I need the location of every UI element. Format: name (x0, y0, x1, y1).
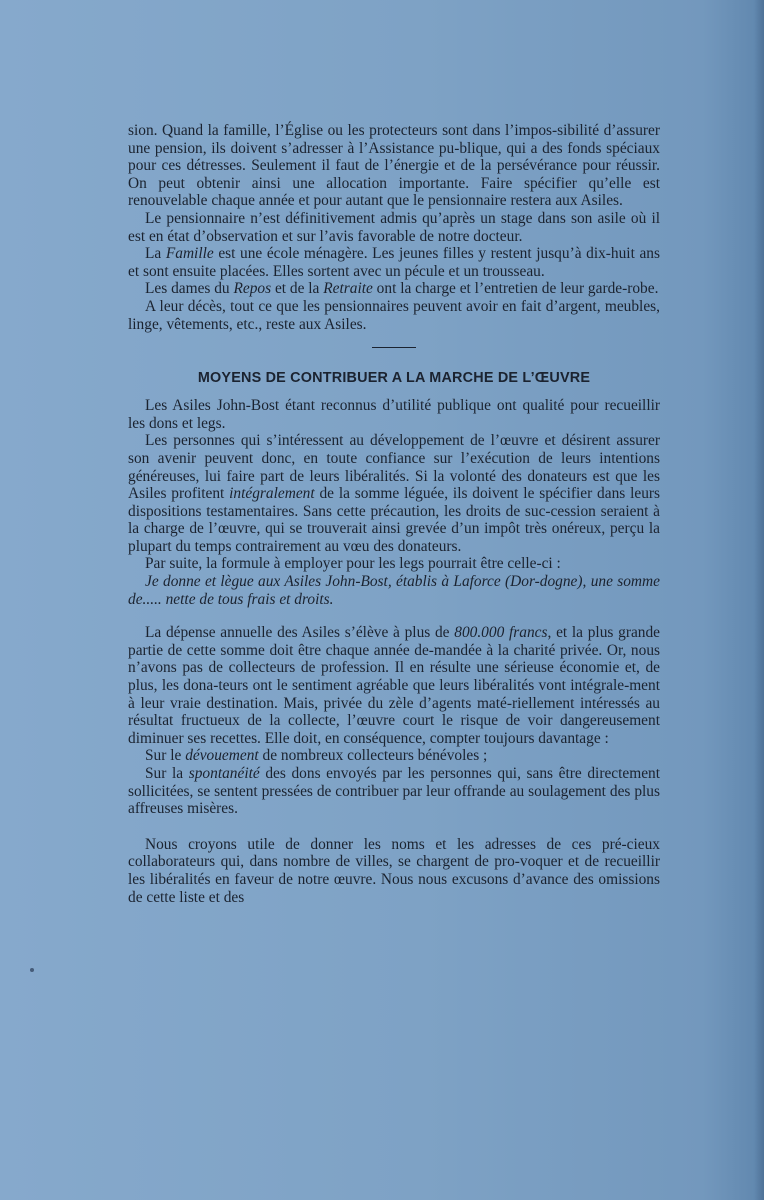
paragraph (128, 747, 660, 765)
paragraph-text: Nous croyons utile de donner les noms et les adresses de ces pré-cieux collaborateurs qui, dans nombre de villes, se chargent de pro-voquer et de recueillir les libéralités en faveur de notre œuvre. Nous nous excusons d’avance des omissions de cette liste et des (128, 835, 660, 906)
paragraph (128, 836, 660, 906)
paragraph (128, 245, 660, 280)
italic-term: Famille (165, 245, 214, 263)
section-heading: MOYENS DE CONTRIBUER A LA MARCHE DE L’ŒUVRE (197, 370, 591, 387)
paragraph-text: Les personnes qui s’intéressent au développement de l’œuvre et désirent assurer son avenir peuvent donc, en toute confiance sur l’exécution de leurs intentions généreuses, lui faire part de leurs libéralités. Si la volonté des donateurs est que les Asiles profitent (128, 432, 660, 503)
paragraph-text: est une école ménagère. Les jeunes filles y restent jusqu’à dix-huit ans et sont ensuite placées. Elles sortent avec un pécule et un trousseau. (128, 245, 660, 280)
paragraph-text: des dons envoyés par les personnes qui, sans être directement sollicitées, se sentent pressées de contribuer par leur offrande au soulagement des plus affreuses misères. (128, 765, 660, 818)
text-section-pensions (128, 122, 660, 333)
paragraph-text: La (145, 245, 166, 263)
page-body (128, 122, 660, 906)
bequest-formula: Je donne et lègue aux Asiles John-Bost, établis à Laforce (Dor-dogne), une somme de..... nette de tous frais et droits. (128, 573, 660, 608)
paragraph-text: A leur décès, tout ce que les pensionnaires peuvent avoir en fait d’argent, meubles, linge, vêtements, etc., reste aux Asiles. (128, 297, 660, 333)
paper-speck (30, 968, 34, 972)
italic-term: intégralement (229, 485, 315, 503)
paragraph-text: Les Asiles John-Bost étant reconnus d’utilité publique ont qualité pour recueillir les dons et legs. (128, 397, 660, 432)
paragraph-text: La dépense annuelle des Asiles s’élève à plus de (145, 624, 455, 642)
page-edge-shadow (754, 0, 764, 1200)
paragraph (128, 298, 660, 333)
paragraph-text: , et la plus grande partie de cette somme doit être chaque année de-mandée à la charité privée. Or, nous n’avons pas de collecteurs de profession. Il en résulte une sérieuse économie et, de plus, les dona-teurs ont le sentiment agréable que leurs libéralités vont intégrale-ment à leur vraie destination. Mais, privée du zèle d’agents maté-riellement intéressés au résultat fructueux de la collecte, l’œuvre court le risque de voir dangereusement diminuer ses recettes. Elle doit, en conséquence, compter toujours davantage : (128, 624, 660, 747)
italic-term: Retraite (323, 280, 373, 298)
paragraph-text: Sur le (145, 747, 186, 765)
paragraph-text: Sur la (145, 765, 189, 782)
paragraph-text: Par suite, la formule à employer pour les legs pourrait être celle-ci : (145, 555, 561, 573)
paragraph (128, 624, 660, 747)
paragraph (128, 122, 660, 210)
italic-term: Repos (233, 280, 272, 298)
paragraph (128, 765, 660, 818)
paragraph (128, 397, 660, 432)
paragraph-text: ont la charge et l’entretien de leur garde-robe. (372, 280, 659, 298)
italic-term: 800.000 francs (454, 624, 548, 642)
paragraph (128, 555, 660, 573)
paragraph-text: de la somme léguée, ils doivent le spécifier dans leurs dispositions testamentaires. Sans cette précaution, les droits de suc-cession seraient à la charge de l’œuvre, qui se trouverait ainsi grevée d’un impôt très onéreux, perçu la plupart du temps contrairement au vœu des donateurs. (128, 485, 661, 555)
section-divider (372, 347, 416, 348)
paragraph (128, 280, 660, 298)
text-section-expenses (128, 624, 660, 818)
paragraph (128, 432, 660, 555)
paragraph (128, 210, 660, 245)
text-section-collectors (128, 836, 660, 906)
paragraph-text: sion. Quand la famille, l’Église ou les protecteurs sont dans l’impos-sibilité d’assurer une pension, ils doivent s’adresser à l’Assistance pu-blique, qui a des fonds spéciaux pour ces détresses. Seulement il faut de l’énergie et de la persévérance pour réussir. On peut obtenir ainsi une allocation importante. Faire spécifier qu’elle est renouvelable chaque année et pour autant que le pensionnaire restera aux Asiles. (128, 122, 660, 210)
text-section-legacies (128, 397, 660, 573)
paragraph-text: de nombreux collecteurs bénévoles ; (258, 747, 488, 765)
italic-term: dévouement (185, 747, 259, 765)
paragraph-text: Les dames du (145, 280, 234, 298)
paragraph-text: et de la (271, 280, 324, 298)
paragraph-text: Le pensionnaire n’est définitivement admis qu’après un stage dans son asile où il est en état d’observation et sur l’avis favorable de notre docteur. (128, 209, 660, 245)
italic-term: spontanéité (188, 765, 260, 782)
